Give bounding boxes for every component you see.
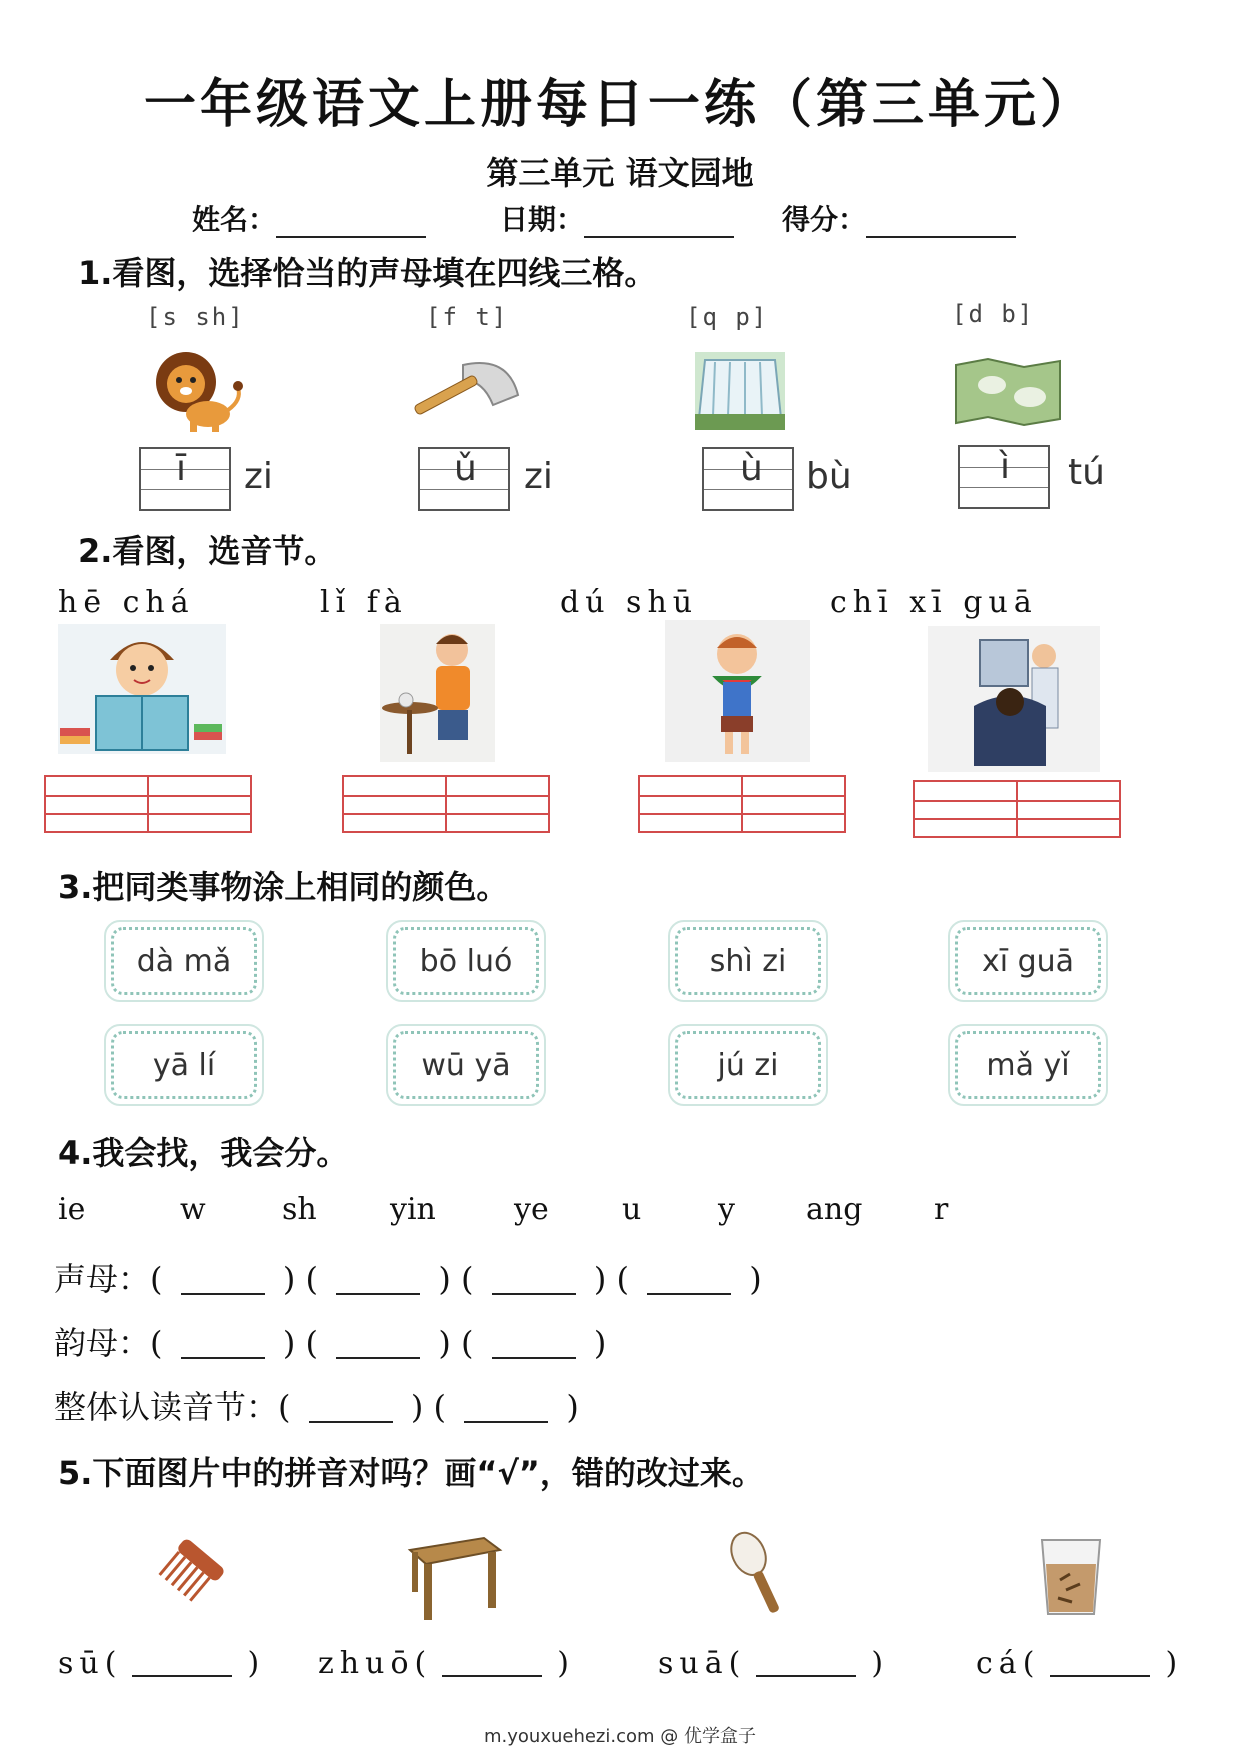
- q2-option-3: dú shū: [560, 585, 699, 620]
- name-field[interactable]: [192, 198, 426, 238]
- boy-eating-watermelon-picture: [665, 620, 810, 762]
- score-label: 得分：: [782, 203, 867, 236]
- q4-heading: 4.我会找，我会分。: [58, 1134, 349, 1172]
- answer-blank[interactable]: [492, 1269, 576, 1295]
- score-blank[interactable]: [866, 210, 1016, 238]
- q4-letter-3: sh: [282, 1192, 317, 1227]
- footer-watermark: m.youxuehezi.com @ 优学盒子: [483, 1726, 756, 1747]
- q3-card-1[interactable]: dà mǎ: [104, 920, 264, 1002]
- q1-tone-1: ī: [176, 448, 187, 489]
- q4-row-zhengti: 整体认读音节：( ) ( ): [54, 1388, 579, 1426]
- q1-tone-4: ì: [1000, 446, 1011, 487]
- q4-letter-2: w: [180, 1192, 206, 1227]
- answer-blank[interactable]: [492, 1333, 576, 1359]
- q1-tone-3: ù: [740, 448, 763, 489]
- q5-heading: 5.下面图片中的拼音对吗？画“√”，错的改过来。: [58, 1454, 764, 1492]
- q5-pinyin-2: zhuō: [318, 1646, 415, 1681]
- q1-choice-3: [q p]: [686, 303, 769, 331]
- axe-picture: [408, 350, 523, 425]
- answer-blank[interactable]: [132, 1653, 232, 1677]
- man-drinking-tea-picture: [380, 624, 495, 762]
- q4-row-shengmu: 声母：( ) ( ) ( ) ( ): [54, 1260, 762, 1298]
- q2-option-1: hē chá: [58, 585, 195, 620]
- answer-blank[interactable]: [464, 1397, 548, 1423]
- q1-tone-2: ǔ: [454, 448, 477, 489]
- date-blank[interactable]: [584, 210, 734, 238]
- name-label: 姓名：: [192, 203, 277, 236]
- answer-blank[interactable]: [181, 1333, 265, 1359]
- answer-blank[interactable]: [647, 1269, 731, 1295]
- date-field[interactable]: [500, 198, 734, 238]
- q1-suffix-2: zi: [524, 456, 553, 497]
- q1-choice-1: [s sh]: [146, 303, 245, 331]
- q2-option-2: lǐ fà: [320, 585, 408, 620]
- table-picture: [404, 1534, 504, 1624]
- q5-pinyin-4: cá: [976, 1646, 1023, 1681]
- q4-row-label: 整体认读音节：: [54, 1388, 279, 1426]
- page-subtitle: 第三单元 语文园地: [486, 154, 754, 192]
- q1-choice-2: [f t]: [426, 303, 509, 331]
- q3-card-3[interactable]: shì zi: [668, 920, 828, 1002]
- q5-item-4: cá( ): [976, 1646, 1178, 1681]
- q5-item-2: zhuō( ): [318, 1646, 570, 1681]
- q4-letter-1: ie: [58, 1192, 86, 1227]
- date-label: 日期：: [500, 203, 585, 236]
- q2-answer-grid-4[interactable]: [913, 780, 1121, 838]
- q4-row-label: 声母：: [54, 1260, 151, 1298]
- answer-blank[interactable]: [336, 1333, 420, 1359]
- q1-suffix-3: bù: [806, 456, 852, 497]
- name-blank[interactable]: [276, 210, 426, 238]
- answer-blank[interactable]: [309, 1397, 393, 1423]
- answer-blank[interactable]: [336, 1269, 420, 1295]
- lion-picture: [146, 344, 246, 434]
- q2-option-4: chī xī guā: [830, 585, 1038, 620]
- waterfall-picture: [695, 352, 785, 430]
- q1-suffix-1: zi: [244, 456, 273, 497]
- q3-card-8[interactable]: mǎ yǐ: [948, 1024, 1108, 1106]
- q3-card-6[interactable]: wū yā: [386, 1024, 546, 1106]
- q5-item-3: suā( ): [658, 1646, 884, 1681]
- q3-heading: 3.把同类事物涂上相同的颜色。: [58, 868, 509, 906]
- tea-cup-picture: [1036, 1530, 1106, 1620]
- q1-choice-4: [d b]: [952, 300, 1035, 328]
- reading-boy-picture: [58, 624, 226, 754]
- answer-blank[interactable]: [756, 1653, 856, 1677]
- q5-pinyin-3: suā: [658, 1646, 729, 1681]
- q4-letter-7: y: [718, 1192, 735, 1227]
- q2-answer-grid-1[interactable]: [44, 775, 252, 833]
- answer-blank[interactable]: [181, 1269, 265, 1295]
- q4-letter-4: yin: [390, 1192, 436, 1227]
- q1-suffix-4: tú: [1068, 452, 1105, 493]
- brush-picture: [722, 1524, 792, 1620]
- q4-row-yunmu: 韵母：( ) ( ) ( ): [54, 1324, 607, 1362]
- q3-card-4[interactable]: xī guā: [948, 920, 1108, 1002]
- q4-letter-5: ye: [514, 1192, 549, 1227]
- q1-heading: 1.看图，选择恰当的声母填在四线三格。: [78, 254, 657, 292]
- q5-pinyin-1: sū: [58, 1646, 105, 1681]
- q2-answer-grid-2[interactable]: [342, 775, 550, 833]
- q4-row-label: 韵母：: [54, 1324, 151, 1362]
- q2-heading: 2.看图，选音节。: [78, 532, 337, 570]
- score-field[interactable]: [782, 198, 1016, 238]
- map-picture: [952, 355, 1064, 427]
- comb-picture: [150, 1528, 230, 1618]
- answer-blank[interactable]: [442, 1653, 542, 1677]
- q5-item-1: sū( ): [58, 1646, 260, 1681]
- q4-letter-8: ang: [806, 1192, 863, 1227]
- q3-card-5[interactable]: yā lí: [104, 1024, 264, 1106]
- q4-letter-6: u: [622, 1192, 642, 1227]
- q4-letter-9: r: [934, 1192, 949, 1227]
- q2-answer-grid-3[interactable]: [638, 775, 846, 833]
- answer-blank[interactable]: [1050, 1653, 1150, 1677]
- q3-card-2[interactable]: bō luó: [386, 920, 546, 1002]
- page-title: 一年级语文上册每日一练（第三单元）: [143, 75, 1096, 135]
- q3-card-7[interactable]: jú zi: [668, 1024, 828, 1106]
- haircut-picture: [928, 626, 1100, 772]
